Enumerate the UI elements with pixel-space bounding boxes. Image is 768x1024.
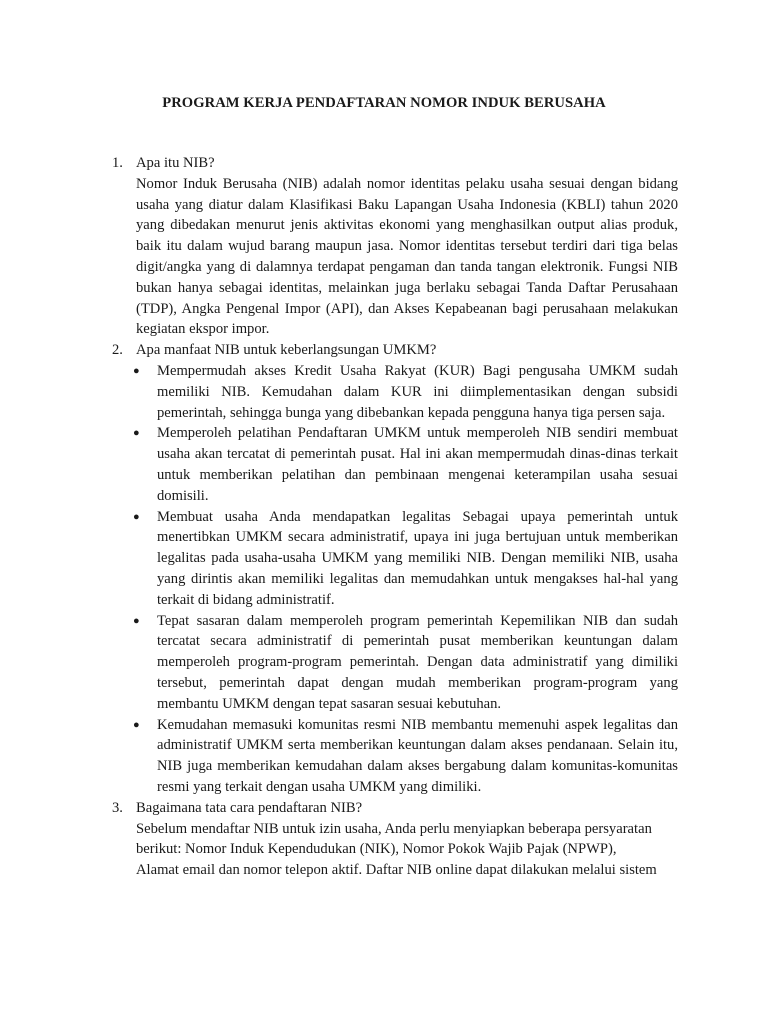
bullet-text: Membuat usaha Anda mendapatkan legalitas Sebagai upaya pemerintah untuk menertibkan UMKM secara administratif, upaya ini juga bertujuan untuk memberikan legalitas pada usaha-usaha UMKM yang memiliki NIB. Dengan memiliki NIB, usaha yang dirintis akan memiliki legalitas dan memudahkan untuk mengakses hal-hal yang terkait di bidang administratif. [157, 508, 678, 608]
list-item [112, 340, 678, 361]
item-question: Apa itu NIB? [136, 155, 215, 171]
item-question: Bagaimana tata cara pendaftaran NIB? [136, 799, 363, 816]
item-number: 2. [112, 342, 123, 359]
bullet-text: Tepat sasaran dalam memperoleh program pemerintah Kepemilikan NIB dan sudah tercatat secara administratif di pemerintah pusat memberikan keuntungan dalam memperoleh program-program pemerintah. Dengan data administratif yang dimiliki tersebut, pemerintah dapat dengan mudah memberikan program-program yang membantu UMKM dengan tepat sasaran sesuai kebutuhan. [157, 612, 678, 712]
bullet-list [112, 361, 678, 798]
item-answer: Nomor Induk Berusaha (NIB) adalah nomor identitas pelaku usaha sesuai dengan bidang usaha yang diatur dalam Klasifikasi Baku Lapangan Usaha Indonesia (KBLI) tahun 2020 yang dibedakan menurut jenis aktivitas ekonomi yang menghasilkan output alias produk, baik itu dalam wujud barang maupun jasa. Nomor identitas tersebut terdiri dari tiga belas digit/angka yang di dalamnya terdapat pengaman dan tanda tangan elektronik. Fungsi NIB bukan hanya sebagai identitas, melainkan juga berlaku sebagai Tanda Daftar Perusahaan (TDP), Angka Pengenal Impor (API), dan Akses Kepabeanan bagi perusahaan melakukan kegiatan ekspor impor. [136, 175, 678, 338]
bullet-text: Kemudahan memasuki komunitas resmi NIB membantu memenuhi aspek legalitas dan administratif UMKM serta memberikan keuntungan dalam akses pendanaan. Selain itu, NIB juga memberikan kemudahan dalam akses bergabung dalam komunitas-komunitas resmi yang terkait dengan usaha UMKM yang dimiliki. [157, 716, 678, 795]
list-item [112, 153, 678, 340]
bullet-icon: ● [133, 364, 140, 377]
bullet-icon: ● [133, 614, 140, 627]
bullet-text: Mempermudah akses Kredit Usaha Rakyat (KUR) Bagi pengusaha UMKM sudah memiliki NIB. Kemudahan dalam KUR ini diimplementasikan dengan subsidi pemerintah, sehingga bunga yang dibebankan kepada pengguna hanya tiga persen saja. [157, 362, 678, 421]
bullet-text: Memperoleh pelatihan Pendaftaran UMKM untuk memperoleh NIB sendiri membuat usaha akan tercatat di pemerintah pusat. Hal ini akan mempermudah dinas-dinas terkait untuk memberikan pelatihan dan pembinaan mengenai keterampilan usaha sesuai domisili. [157, 425, 678, 504]
bullet-icon: ● [133, 510, 140, 523]
bullet-icon: ● [133, 427, 140, 440]
bullet-icon: ● [133, 718, 140, 731]
list-item [112, 798, 678, 881]
item-answer-line: Alamat email dan nomor telepon aktif. Daftar NIB online dapat dilakukan melalui sistem [136, 862, 657, 879]
bullet-item [112, 611, 678, 715]
item-answer-line: berikut: Nomor Induk Kependudukan (NIK), Nomor Pokok Wajib Pajak (NPWP), [136, 841, 617, 858]
document-title: PROGRAM KERJA PENDAFTARAN NOMOR INDUK BERUSAHA [162, 95, 606, 111]
numbered-list [112, 153, 678, 881]
bullet-item [112, 361, 678, 423]
item-question: Apa manfaat NIB untuk keberlangsungan UMKM? [136, 342, 437, 359]
item-number: 3. [112, 799, 123, 816]
bullet-item [112, 507, 678, 611]
bullet-item [112, 423, 678, 506]
item-answer-line: Sebelum mendaftar NIB untuk izin usaha, Anda perlu menyiapkan beberapa persyaratan [136, 820, 652, 837]
bullet-item [112, 715, 678, 798]
item-number: 1. [112, 155, 123, 171]
